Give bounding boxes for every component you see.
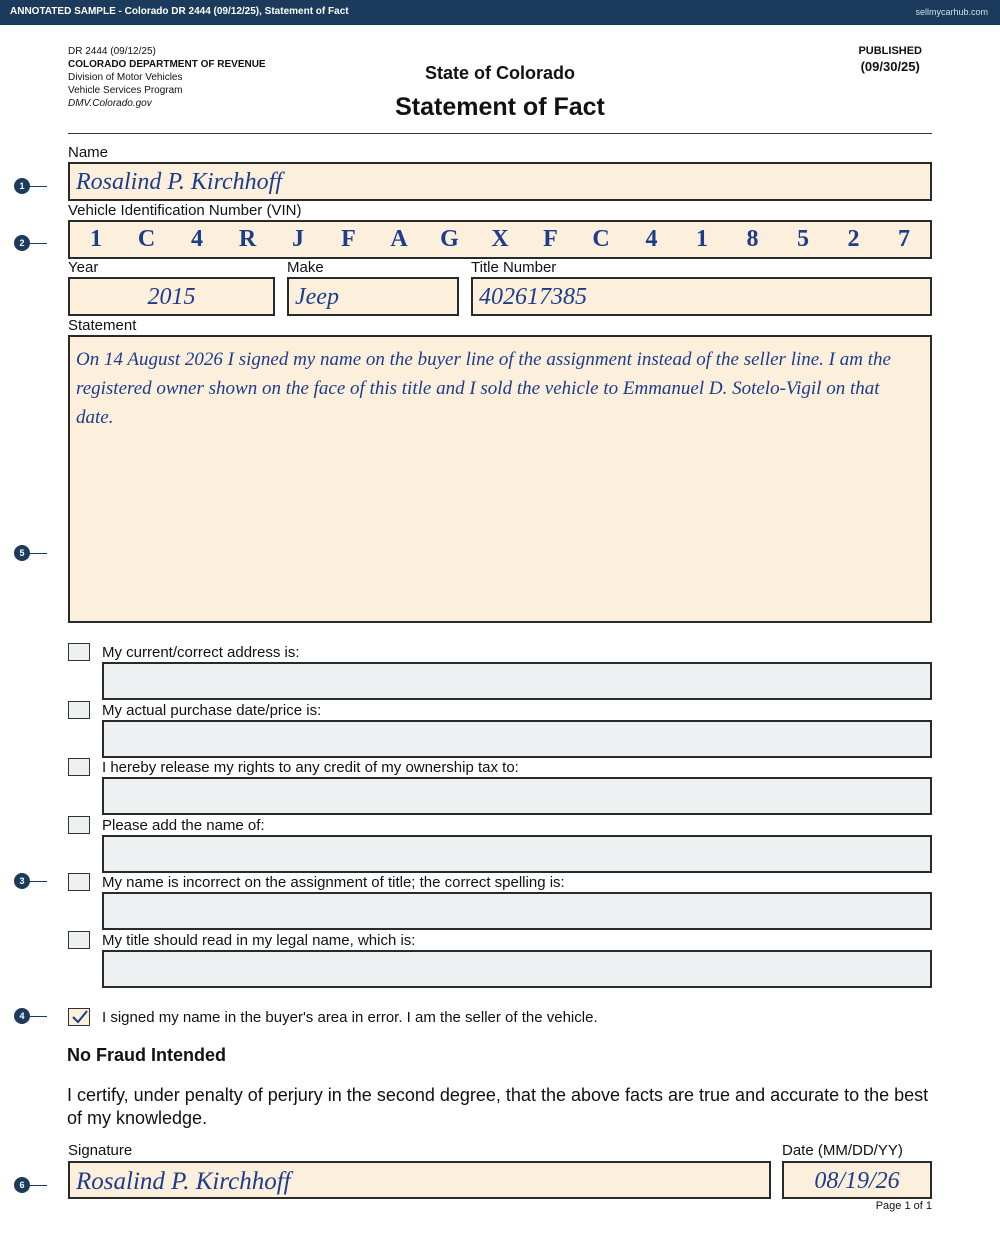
annotation-banner	[0, 0, 1000, 25]
annotation-marker-1: 1	[14, 178, 30, 194]
option-checkbox[interactable]	[68, 873, 90, 891]
option-checkbox[interactable]	[68, 643, 90, 661]
option-checkbox[interactable]	[68, 931, 90, 949]
option-label: Please add the name of:	[102, 817, 265, 834]
option-input[interactable]	[102, 892, 932, 930]
annotation-marker-5: 5	[14, 545, 30, 561]
seller-error-label: I signed my name in the buyer's area in error. I am the seller of the vehicle.	[102, 1009, 598, 1026]
vin-char: X	[491, 226, 509, 252]
banner-site-link[interactable]: sellmycarhub.com	[915, 7, 988, 17]
annotation-marker-2: 2	[14, 235, 30, 251]
annotation-marker-4: 4	[14, 1008, 30, 1024]
option-input[interactable]	[102, 720, 932, 758]
agency-website: DMV.Colorado.gov	[68, 98, 152, 109]
date-field[interactable]	[782, 1161, 932, 1199]
vin-char: F	[341, 226, 356, 252]
vin-char: 8	[746, 226, 759, 252]
department-name: COLORADO DEPARTMENT OF REVENUE	[68, 59, 266, 70]
marker-leader-line	[29, 1016, 47, 1017]
division-name: Division of Motor Vehicles	[68, 72, 183, 83]
vin-char: 4	[191, 226, 203, 252]
option-label: I hereby release my rights to any credit of my ownership tax to:	[102, 759, 519, 776]
banner-title: ANNOTATED SAMPLE - Colorado DR 2444 (09/12/25), Statement of Fact	[10, 6, 349, 17]
option-input[interactable]	[102, 835, 932, 873]
vin-char: J	[292, 226, 304, 252]
make-field[interactable]	[287, 277, 459, 316]
statement-value: On 14 August 2026 I signed my name on the buyer line of the assignment instead of the seller line. I am the registered owner shown on the face of this title and I sold the vehicle to Emmanuel D. Sotelo-Vigil on that date.	[76, 349, 891, 428]
vin-char: 7	[898, 226, 910, 252]
vin-char: 1	[90, 226, 102, 252]
vin-char: 1	[696, 226, 708, 252]
vin-char: 2	[847, 226, 860, 252]
vin-label: Vehicle Identification Number (VIN)	[68, 202, 302, 219]
seller-error-checkbox[interactable]	[68, 1008, 90, 1026]
vin-char: C	[137, 226, 156, 252]
vin-char: R	[238, 226, 257, 252]
name-value: Rosalind P. Kirchhoff	[76, 169, 283, 195]
marker-leader-line	[29, 1185, 47, 1186]
option-label: My current/correct address is:	[102, 644, 300, 661]
year-field[interactable]	[68, 277, 275, 316]
name-field[interactable]	[68, 162, 932, 201]
name-label: Name	[68, 144, 109, 161]
option-label: My actual purchase date/price is:	[102, 702, 322, 719]
statement-label: Statement	[68, 317, 137, 334]
vin-char: 5	[797, 226, 809, 252]
marker-leader-line	[29, 881, 47, 882]
state-name: State of Colorado	[424, 63, 575, 83]
page-number: Page 1 of 1	[875, 1200, 932, 1212]
title-number-label: Title Number	[471, 259, 557, 276]
statement-field[interactable]	[68, 335, 932, 623]
vin-characters	[70, 222, 930, 257]
checkmark-icon	[71, 1009, 89, 1025]
vin-char: F	[543, 226, 558, 252]
make-label: Make	[287, 259, 324, 276]
vin-char: A	[390, 226, 408, 252]
vin-field[interactable]	[68, 220, 932, 259]
year-label: Year	[68, 259, 99, 276]
certification-text: I certify, under penalty of perjury in the second degree, that the above facts are true and accurate to the best of my knowledge.	[67, 1085, 929, 1128]
form-id: DR 2444 (09/12/25)	[68, 46, 156, 57]
title-number-field[interactable]	[471, 277, 932, 316]
program-name: Vehicle Services Program	[68, 85, 183, 96]
published-date: (09/30/25)	[860, 59, 920, 74]
option-label: My title should read in my legal name, which is:	[102, 932, 416, 949]
option-input[interactable]	[102, 950, 932, 988]
option-label: My name is incorrect on the assignment of title; the correct spelling is:	[102, 874, 565, 891]
make-value: Jeep	[295, 284, 339, 310]
marker-leader-line	[29, 186, 47, 187]
date-value: 08/19/26	[814, 1168, 900, 1194]
marker-leader-line	[29, 553, 47, 554]
signature-field[interactable]	[68, 1161, 771, 1199]
signature-label: Signature	[68, 1142, 133, 1159]
vin-char: 4	[645, 226, 658, 252]
year-value: 2015	[147, 284, 196, 310]
option-input[interactable]	[102, 662, 932, 700]
no-fraud-heading: No Fraud Intended	[67, 1045, 226, 1065]
published-block	[858, 43, 922, 75]
option-checkbox[interactable]	[68, 701, 90, 719]
option-checkbox[interactable]	[68, 816, 90, 834]
signature-value: Rosalind P. Kirchhoff	[76, 1168, 291, 1195]
header-divider	[68, 133, 932, 134]
page-title: Statement of Fact	[395, 93, 605, 121]
published-label: PUBLISHED	[858, 45, 922, 57]
annotation-marker-3: 3	[14, 873, 30, 889]
option-checkbox[interactable]	[68, 758, 90, 776]
vin-char: C	[592, 226, 610, 252]
title-number-value: 402617385	[479, 284, 587, 310]
marker-leader-line	[29, 243, 47, 244]
annotation-marker-6: 6	[14, 1177, 30, 1193]
option-input[interactable]	[102, 777, 932, 815]
date-label: Date (MM/DD/YY)	[782, 1142, 903, 1159]
vin-char: G	[440, 226, 459, 252]
